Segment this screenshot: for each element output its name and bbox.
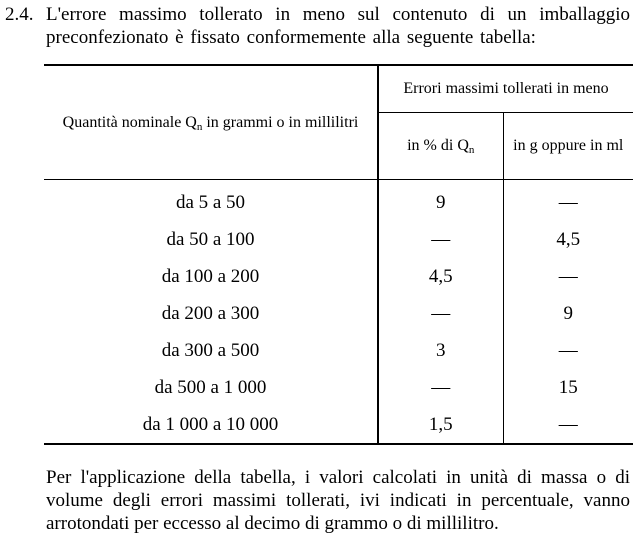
table-header-row-1 [44,65,633,113]
cell-range: da 50 a 100 [44,221,378,258]
header-percent [378,113,503,180]
header-absolute [503,113,633,180]
table-row [44,406,633,444]
section-intro-text: L'errore massimo tollerato in meno sul contenuto di un imballaggio preconfezionato è fissato conformemente alla seguente tabella: [46,4,630,48]
section-number: 2.4. [5,4,34,25]
header-quantity [44,65,378,180]
header-quantity-rest: in grammi o in millilitri [202,113,359,131]
header-quantity-sub: n [196,120,203,133]
cell-range: da 100 a 200 [44,258,378,295]
cell-absolute: — [503,406,633,444]
header-percent-label: in % di Q [407,137,469,154]
header-quantity-label: Quantità nominale Q [62,113,197,131]
cell-absolute: 4,5 [556,228,581,250]
cell-range: da 200 a 300 [44,295,378,332]
cell-range: da 300 a 500 [44,332,378,369]
cell-percent: 1,5 [378,406,503,444]
table-row [44,258,633,295]
tolerance-table-grid [44,64,633,445]
header-percent-sub: n [468,144,475,156]
cell-range: da 500 a 1 000 [44,369,378,406]
table-row [44,295,633,332]
cell-absolute: 9 [563,302,573,324]
cell-absolute: — [558,191,578,213]
cell-absolute: — [558,339,578,361]
cell-percent: — [378,369,503,406]
cell-absolute: 15 [558,376,578,398]
table-row [44,369,633,406]
cell-range: da 1 000 a 10 000 [44,406,378,444]
header-errors-group: Errori massimi tollerati in meno [378,65,633,113]
cell-absolute: — [558,265,578,287]
footer-note-text: Per l'applicazione della tabella, i valori calcolati in unità di massa o di volume degli errori massimi tollerati, ivi indicati in percentuale, vanno arrotondati per eccesso al decimo di grammo o di millilitro. [46,467,630,534]
table-row [44,332,633,369]
tolerance-table [44,64,633,439]
table-row [44,180,633,222]
header-absolute-label: in g oppure in ml [513,137,624,154]
cell-percent: — [378,295,503,332]
cell-percent: — [378,221,503,258]
cell-percent: 9 [378,180,503,222]
cell-range: da 5 a 50 [44,180,378,222]
cell-percent: 3 [378,332,503,369]
cell-percent: 4,5 [378,258,503,295]
table-row [44,221,633,258]
